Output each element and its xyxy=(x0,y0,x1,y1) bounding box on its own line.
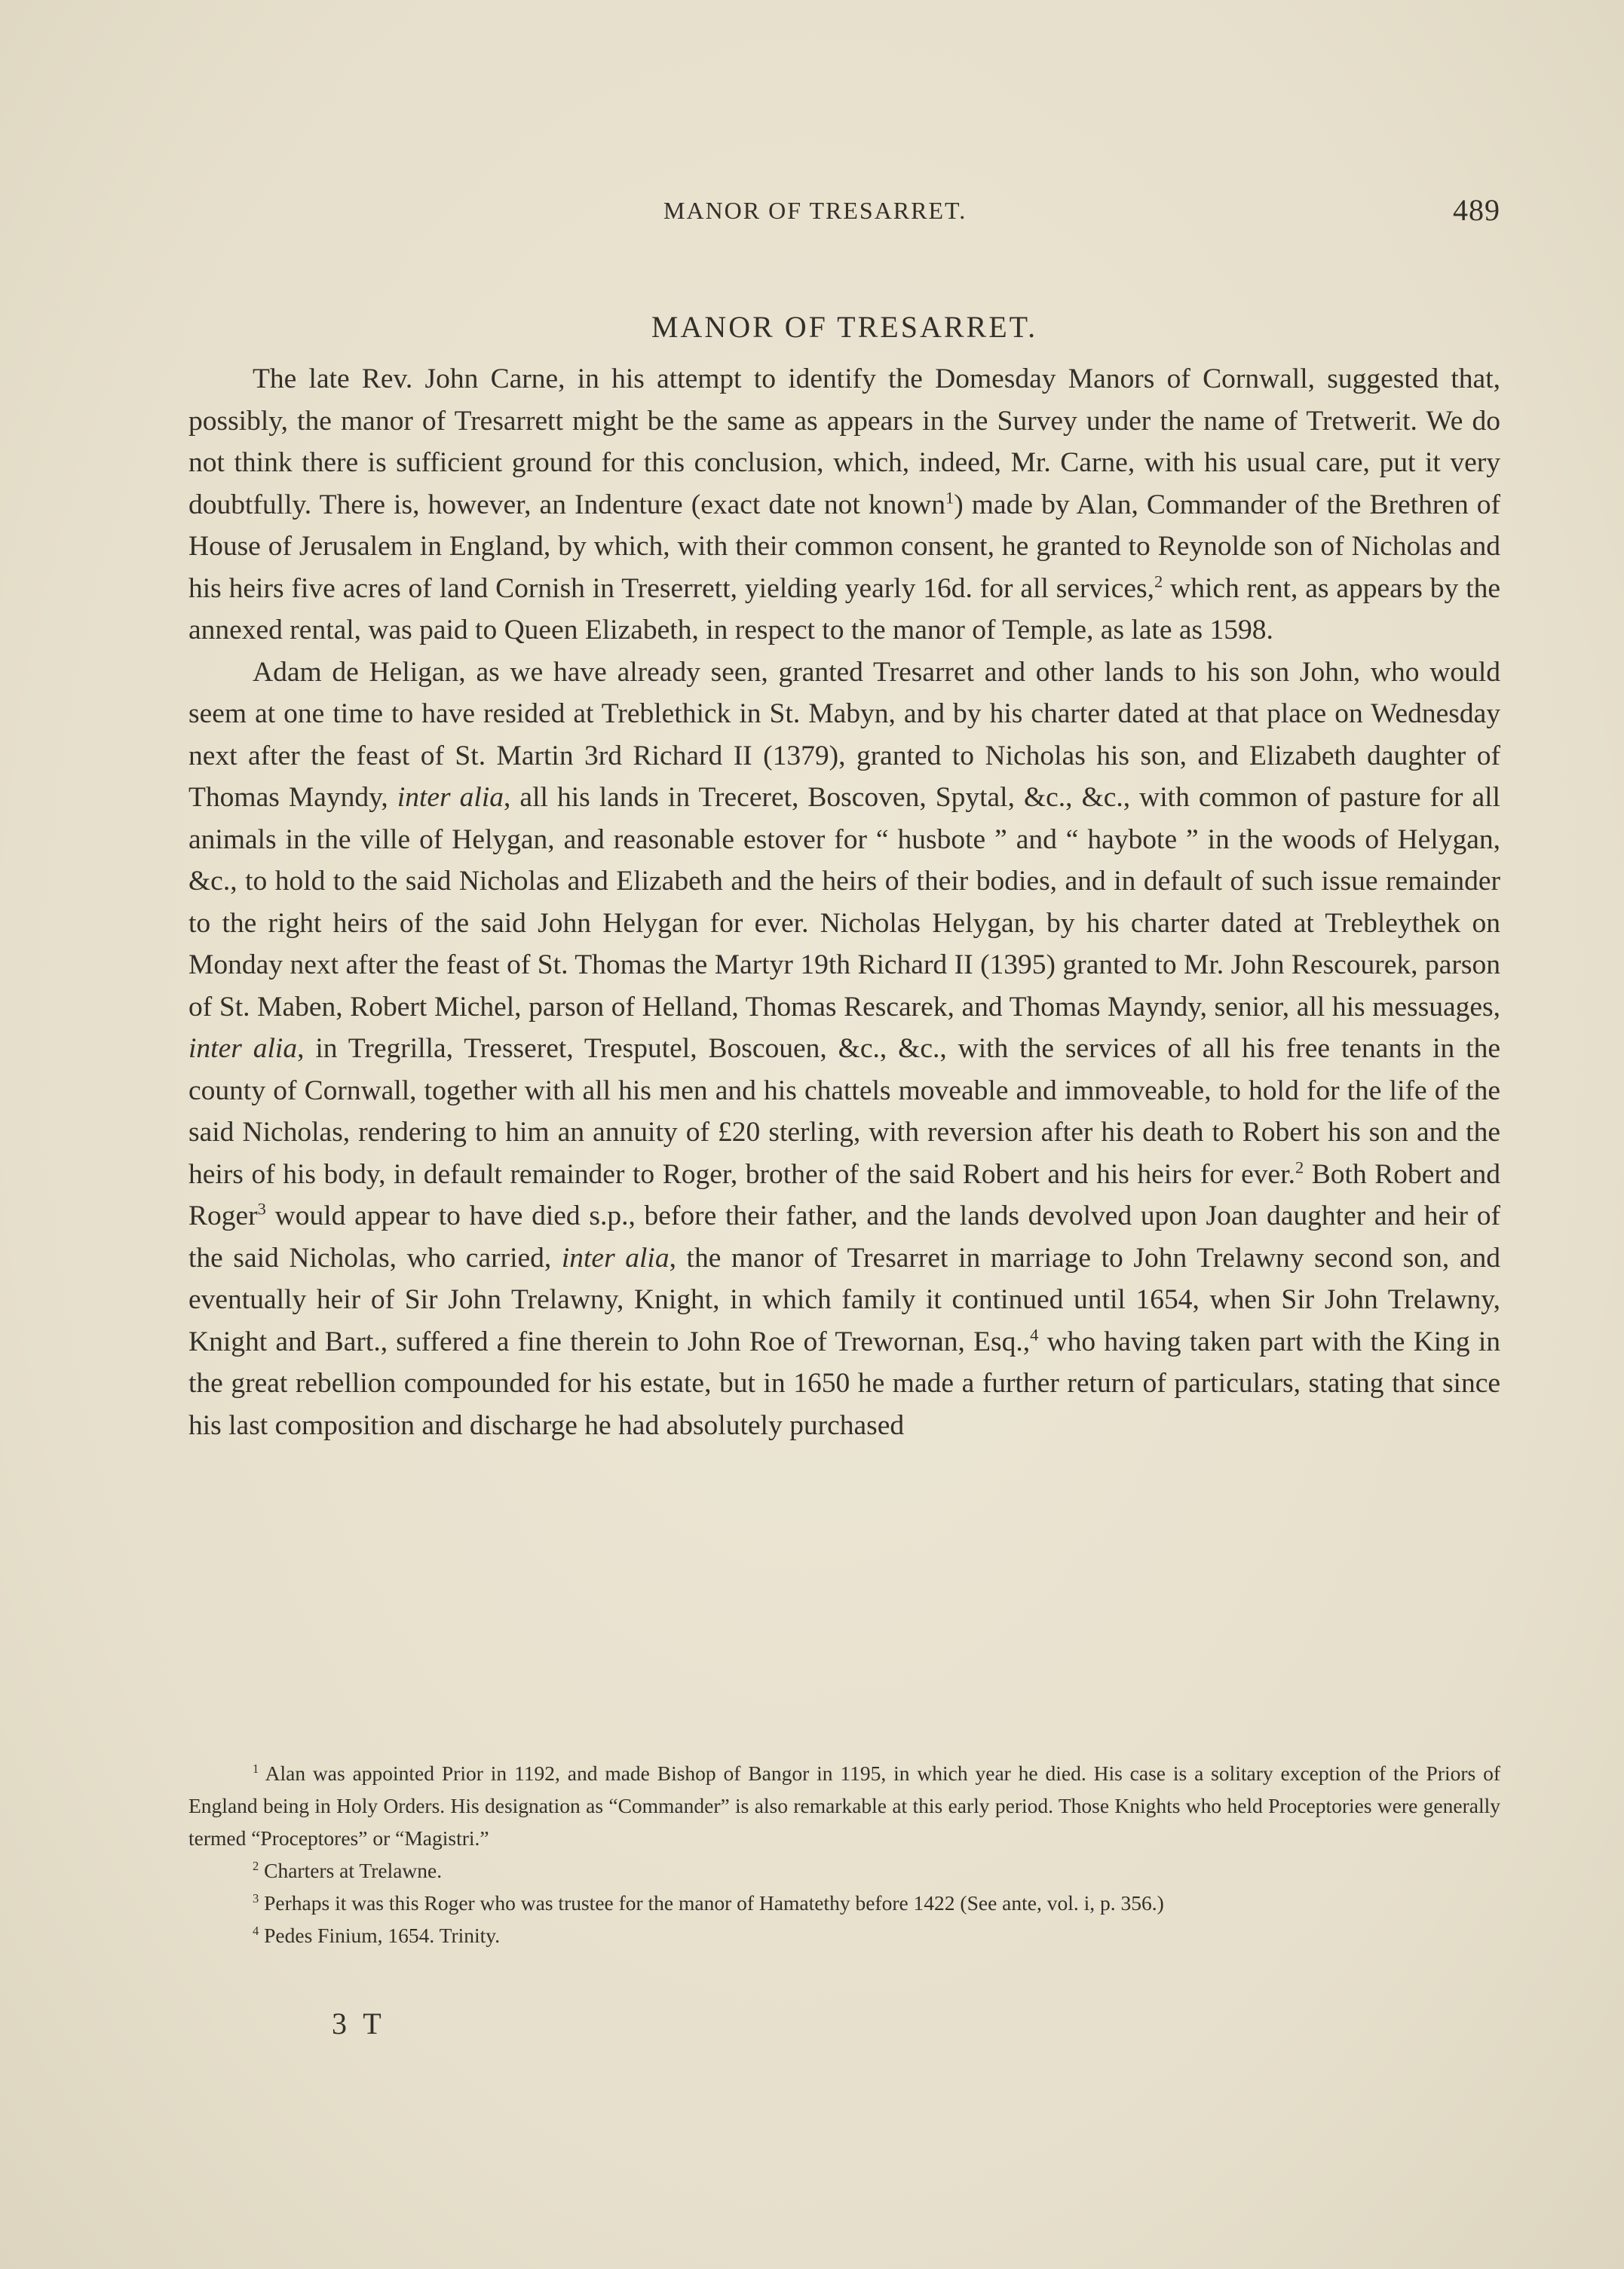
text-run: , all his lands in Treceret, Boscoven, Spytal, &c., &c., with common of pasture for all animals in the ville of Helygan, and reasonable estover for “ husbote ” and “ haybote ” in the woods of Helygan, &c., to hold to the said Nicholas and Elizabeth and the heirs of their bodies, and in default of such issue remainder to the right heirs of the said John Helygan for ever. Nicholas Helygan, by his charter dated at Trebleythek on Monday next after the feast of St. Thomas the Martyr 19th Richard II (1395) granted to Mr. John Rescourek, parson of St. Maben, Robert Michel, parson of Helland, Thomas Rescarek, and Thomas Mayndy, senior, all his messuages, xyxy=(188,782,1500,1023)
footnote xyxy=(188,1854,1500,1887)
text-run: Both Robert and Roger xyxy=(188,1158,1501,1231)
page-number: 489 xyxy=(1453,193,1500,227)
body-text xyxy=(188,358,1500,1446)
paragraph xyxy=(188,358,1500,652)
footnote-ref: 4 xyxy=(1030,1325,1039,1344)
signature-mark: 3 T xyxy=(332,2007,386,2041)
footnote-text: Alan was appointed Prior in 1192, and made Bishop of Bangor in 1195, in which year he died. His case is a solitary exception of the Priors of England being in Holy Orders. His designation as “Commander” is also remarkable at this early period. Those Knights who held Proceptories were generally termed “Proceptores” or “Magistri.” xyxy=(188,1762,1501,1850)
text-run: who having taken part with the King in the great rebellion compounded for his estate, but in 1650 he made a further return of particulars, stating that since his last composition and discharge he had absolutely purchased xyxy=(188,1326,1500,1441)
text-run: which rent, as appears by the annexed rental, was paid to Queen Elizabeth, in respect to the manor of Temple, as late as 1598. xyxy=(188,572,1500,645)
footnotes xyxy=(188,1757,1500,1952)
footnote-text: Charters at Trelawne. xyxy=(264,1859,443,1882)
footnote-number: 3 xyxy=(253,1890,259,1906)
italic-phrase: inter alia xyxy=(397,782,504,813)
footnote xyxy=(188,1757,1500,1854)
footnote-number: 4 xyxy=(253,1923,259,1938)
text-run: Adam de Heligan, as we have already seen, granted Tresarret and other lands to his son John, who would seem at one time to have resided at Treblethick in St. Mabyn, and by his charter dated at that place on Wednesday next after the feast of St. Martin 3rd Richard II (1379), granted to Nicholas his son, and Elizabeth daughter of Thomas Mayndy, xyxy=(188,656,1500,813)
running-title: MANOR OF TRESARRET. xyxy=(663,197,967,224)
footnote xyxy=(188,1887,1500,1919)
text-run: , in Tregrilla, Tresseret, Tresputel, Boscouen, &c., &c., with the services of all his free tenants in the county of Cornwall, together with all his men and his chattels moveable and immoveable, to hold for the life of the said Nicholas, rendering to him an annuity of £20 sterling, with reversion after his death to Robert his son and the heirs of his body, in default remainder to Roger, brother of the said Robert and his heirs for ever. xyxy=(188,1033,1500,1190)
footnote-ref: 2 xyxy=(1154,572,1163,590)
italic-phrase: inter alia xyxy=(561,1242,670,1274)
footnote-ref: 1 xyxy=(945,488,954,507)
footnote-text: Perhaps it was this Roger who was trustee for the manor of Hamatethy before 1422 (See ante, vol. i, p. 356.) xyxy=(264,1891,1164,1915)
footnote-number: 1 xyxy=(253,1761,259,1776)
footnote-ref: 2 xyxy=(1295,1157,1304,1176)
text-run: , the manor of Tresarret in marriage to John Trelawny second son, and eventually heir of Sir John Trelawny, Knight, in which family it continued until 1654, when Sir John Trelawny, Knight and Bart., suffered a fine therein to John Roe of Trewornan, Esq., xyxy=(188,1242,1500,1357)
footnote xyxy=(188,1919,1500,1952)
footnote-number: 2 xyxy=(253,1858,259,1873)
section-title: MANOR OF TRESARRET. xyxy=(651,310,1038,344)
text-run: The late Rev. John Carne, in his attempt to identify the Domesday Manors of Cornwall, suggested that, possibly, the manor of Tresarrett might be the same as appears in the Survey under the name of Tretwerit. We do not think there is sufficient ground for this conclusion, which, indeed, Mr. Carne, with his usual care, put it very doubtfully. There is, however, an Indenture (exact date not known xyxy=(188,363,1500,520)
running-header xyxy=(188,192,1500,238)
text-run: would appear to have died s.p., before their father, and the lands devolved upon Joan daughter and heir of the said Nicholas, who carried, xyxy=(188,1200,1500,1274)
paragraph xyxy=(188,652,1500,1447)
text-run: ) made by Alan, Commander of the Brethren of House of Jerusalem in England, by which, with their common consent, he granted to Reynolde son of Nicholas and his heirs five acres of land Cornish in Treserrett, yielding yearly 16d. for all services, xyxy=(188,489,1500,604)
italic-phrase: inter alia xyxy=(188,1033,298,1064)
footnote-text: Pedes Finium, 1654. Trinity. xyxy=(264,1924,501,1947)
footnote-ref: 3 xyxy=(257,1199,266,1219)
